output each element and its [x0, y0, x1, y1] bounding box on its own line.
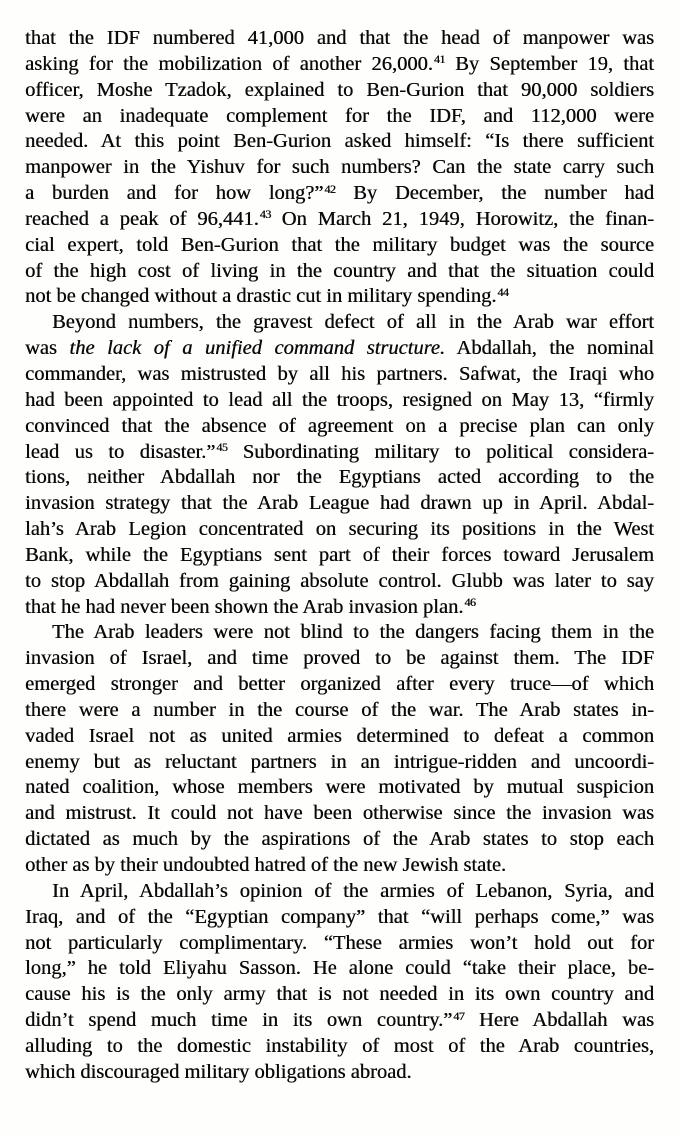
text-line	[25, 956, 654, 982]
text-run: On March 21, 1949, Horowitz, the finan-	[270, 207, 654, 230]
text-line	[25, 905, 654, 931]
footnote-marker: 46	[464, 595, 476, 610]
text-line	[25, 646, 654, 672]
text-run: needed. At this point Ben-Gurion asked himself: “Is there sufficient	[25, 130, 654, 153]
text-line	[25, 1008, 654, 1034]
text-run: long,” he told Eliyahu Sasson. He alone could “take their place, be-	[25, 957, 654, 980]
text-line	[25, 259, 654, 285]
text-line	[25, 233, 654, 259]
text-run: Beyond numbers, the gravest defect of all in the Arab war effort	[52, 311, 654, 334]
text-run: didn’t spend much time in its own country.”	[25, 1009, 453, 1032]
paragraph	[25, 26, 654, 310]
text-line	[25, 1060, 654, 1086]
text-line	[25, 414, 654, 440]
text-run: The Arab leaders were not blind to the dangers facing them in the	[52, 621, 654, 644]
footnote-marker: 44	[497, 284, 509, 299]
text-run: commander, was mistrusted by all his partners. Safwat, the Iraqi who	[25, 362, 654, 385]
footnote-marker: 43	[259, 207, 271, 222]
text-run: By September 19, that	[444, 52, 654, 75]
text-line	[25, 284, 654, 310]
text-run: was	[25, 337, 70, 360]
text-run: of the high cost of living in the country and that the situation could	[25, 259, 654, 282]
text-line	[25, 853, 654, 879]
text-run: By December, the number had	[335, 182, 654, 205]
text-run: officer, Moshe Tzadok, explained to Ben-Gurion that 90,000 soldiers	[25, 78, 654, 101]
page-text	[25, 26, 654, 1086]
text-run: Bank, while the Egyptians sent part of their forces toward Jerusalem	[25, 543, 654, 566]
text-line	[25, 181, 654, 207]
text-line	[25, 129, 654, 155]
text-line	[25, 982, 654, 1008]
text-line	[25, 672, 654, 698]
footnote-marker: 45	[216, 440, 228, 454]
text-line	[25, 310, 654, 336]
text-run: not particularly complimentary. “These armies won’t hold out for	[25, 931, 654, 954]
text-line	[25, 620, 654, 646]
text-run: convinced that the absence of agreement on a precise plan can only	[25, 414, 654, 437]
text-run: that he had never been shown the Arab invasion plan.	[25, 595, 464, 618]
text-run: In April, Abdallah’s opinion of the armies of Lebanon, Syria, and	[52, 879, 654, 902]
text-run: emerged stronger and better organized after every truce—of which	[25, 673, 654, 696]
footnote-marker: 42	[324, 181, 336, 196]
text-line	[25, 207, 654, 233]
italic-text: the lack of a unified command structure.	[69, 337, 446, 360]
text-run: Here Abdallah was	[464, 1009, 654, 1032]
text-run: manpower in the Yishuv for such numbers? Can the state carry such	[25, 156, 654, 179]
text-run: lah’s Arab Legion concentrated on securing its positions in the West	[25, 518, 654, 541]
text-run: dictated as much by the aspirations of the Arab states to stop each	[25, 828, 654, 851]
paragraph	[25, 620, 654, 878]
text-run: were an inadequate complement for the IDF, and 112,000 were	[25, 104, 654, 127]
text-line	[25, 26, 654, 52]
text-run: other as by their undoubted hatred of the new Jewish state.	[25, 854, 507, 876]
text-line	[25, 698, 654, 724]
text-run: Subordinating military to political considera-	[227, 440, 655, 463]
footnote-marker: 47	[453, 1008, 465, 1023]
text-line	[25, 104, 654, 130]
text-line	[25, 155, 654, 181]
text-line	[25, 517, 654, 543]
text-line	[25, 543, 654, 569]
text-run: to stop Abdallah from gaining absolute control. Glubb was later to say	[25, 569, 654, 592]
text-line	[25, 750, 654, 776]
text-line	[25, 724, 654, 750]
text-line	[25, 827, 654, 853]
text-line	[25, 388, 654, 414]
text-run: invasion of Israel, and time proved to be against them. The IDF	[25, 647, 654, 670]
text-line	[25, 491, 654, 517]
text-line	[25, 775, 654, 801]
text-run: a burden and for how long?”	[25, 182, 324, 205]
text-line	[25, 362, 654, 388]
paragraph	[25, 879, 654, 1086]
text-run: lead us to disaster.”	[25, 440, 216, 463]
paragraph	[25, 310, 654, 620]
text-run: nated coalition, whose members were motivated by mutual suspicion	[25, 776, 654, 799]
text-line	[25, 440, 654, 466]
text-line	[25, 879, 654, 905]
footnote-marker: 41	[433, 52, 445, 67]
text-run: not be changed without a drastic cut in military spending.	[25, 285, 497, 308]
text-run: there were a number in the course of the war. The Arab states in-	[25, 698, 654, 721]
text-run: enemy but as reluctant partners in an intrigue-ridden and uncoordi-	[25, 750, 654, 773]
text-run: Iraq, and of the “Egyptian company” that “will perhaps come,” was	[25, 905, 654, 928]
text-run: Abdallah, the nominal	[445, 337, 654, 360]
text-run: and mistrust. It could not have been otherwise since the invasion was	[25, 802, 654, 825]
text-run: that the IDF numbered 41,000 and that the head of manpower was	[25, 27, 654, 49]
text-run: which discouraged military obligations abroad.	[25, 1060, 412, 1083]
text-run: alluding to the domestic instability of most of the Arab countries,	[25, 1034, 654, 1057]
text-line	[25, 801, 654, 827]
text-run: tions, neither Abdallah nor the Egyptians acted according to the	[25, 466, 654, 489]
text-line	[25, 595, 654, 621]
text-line	[25, 569, 654, 595]
text-run: vaded Israel not as united armies determined to defeat a common	[25, 724, 654, 747]
text-line	[25, 931, 654, 957]
text-line	[25, 336, 654, 362]
text-run: cause his is the only army that is not needed in its own country and	[25, 983, 654, 1006]
text-run: reached a peak of 96,441.	[25, 207, 259, 230]
text-line	[25, 1034, 654, 1060]
text-line	[25, 465, 654, 491]
text-run: invasion strategy that the Arab League had drawn up in April. Abdal-	[25, 492, 654, 515]
text-line	[25, 52, 654, 78]
text-run: asking for the mobilization of another 26,000.	[25, 52, 433, 75]
text-line	[25, 78, 654, 104]
text-run: had been appointed to lead all the troops, resigned on May 13, “firmly	[25, 388, 654, 411]
text-run: cial expert, told Ben-Gurion that the military budget was the source	[25, 233, 654, 256]
